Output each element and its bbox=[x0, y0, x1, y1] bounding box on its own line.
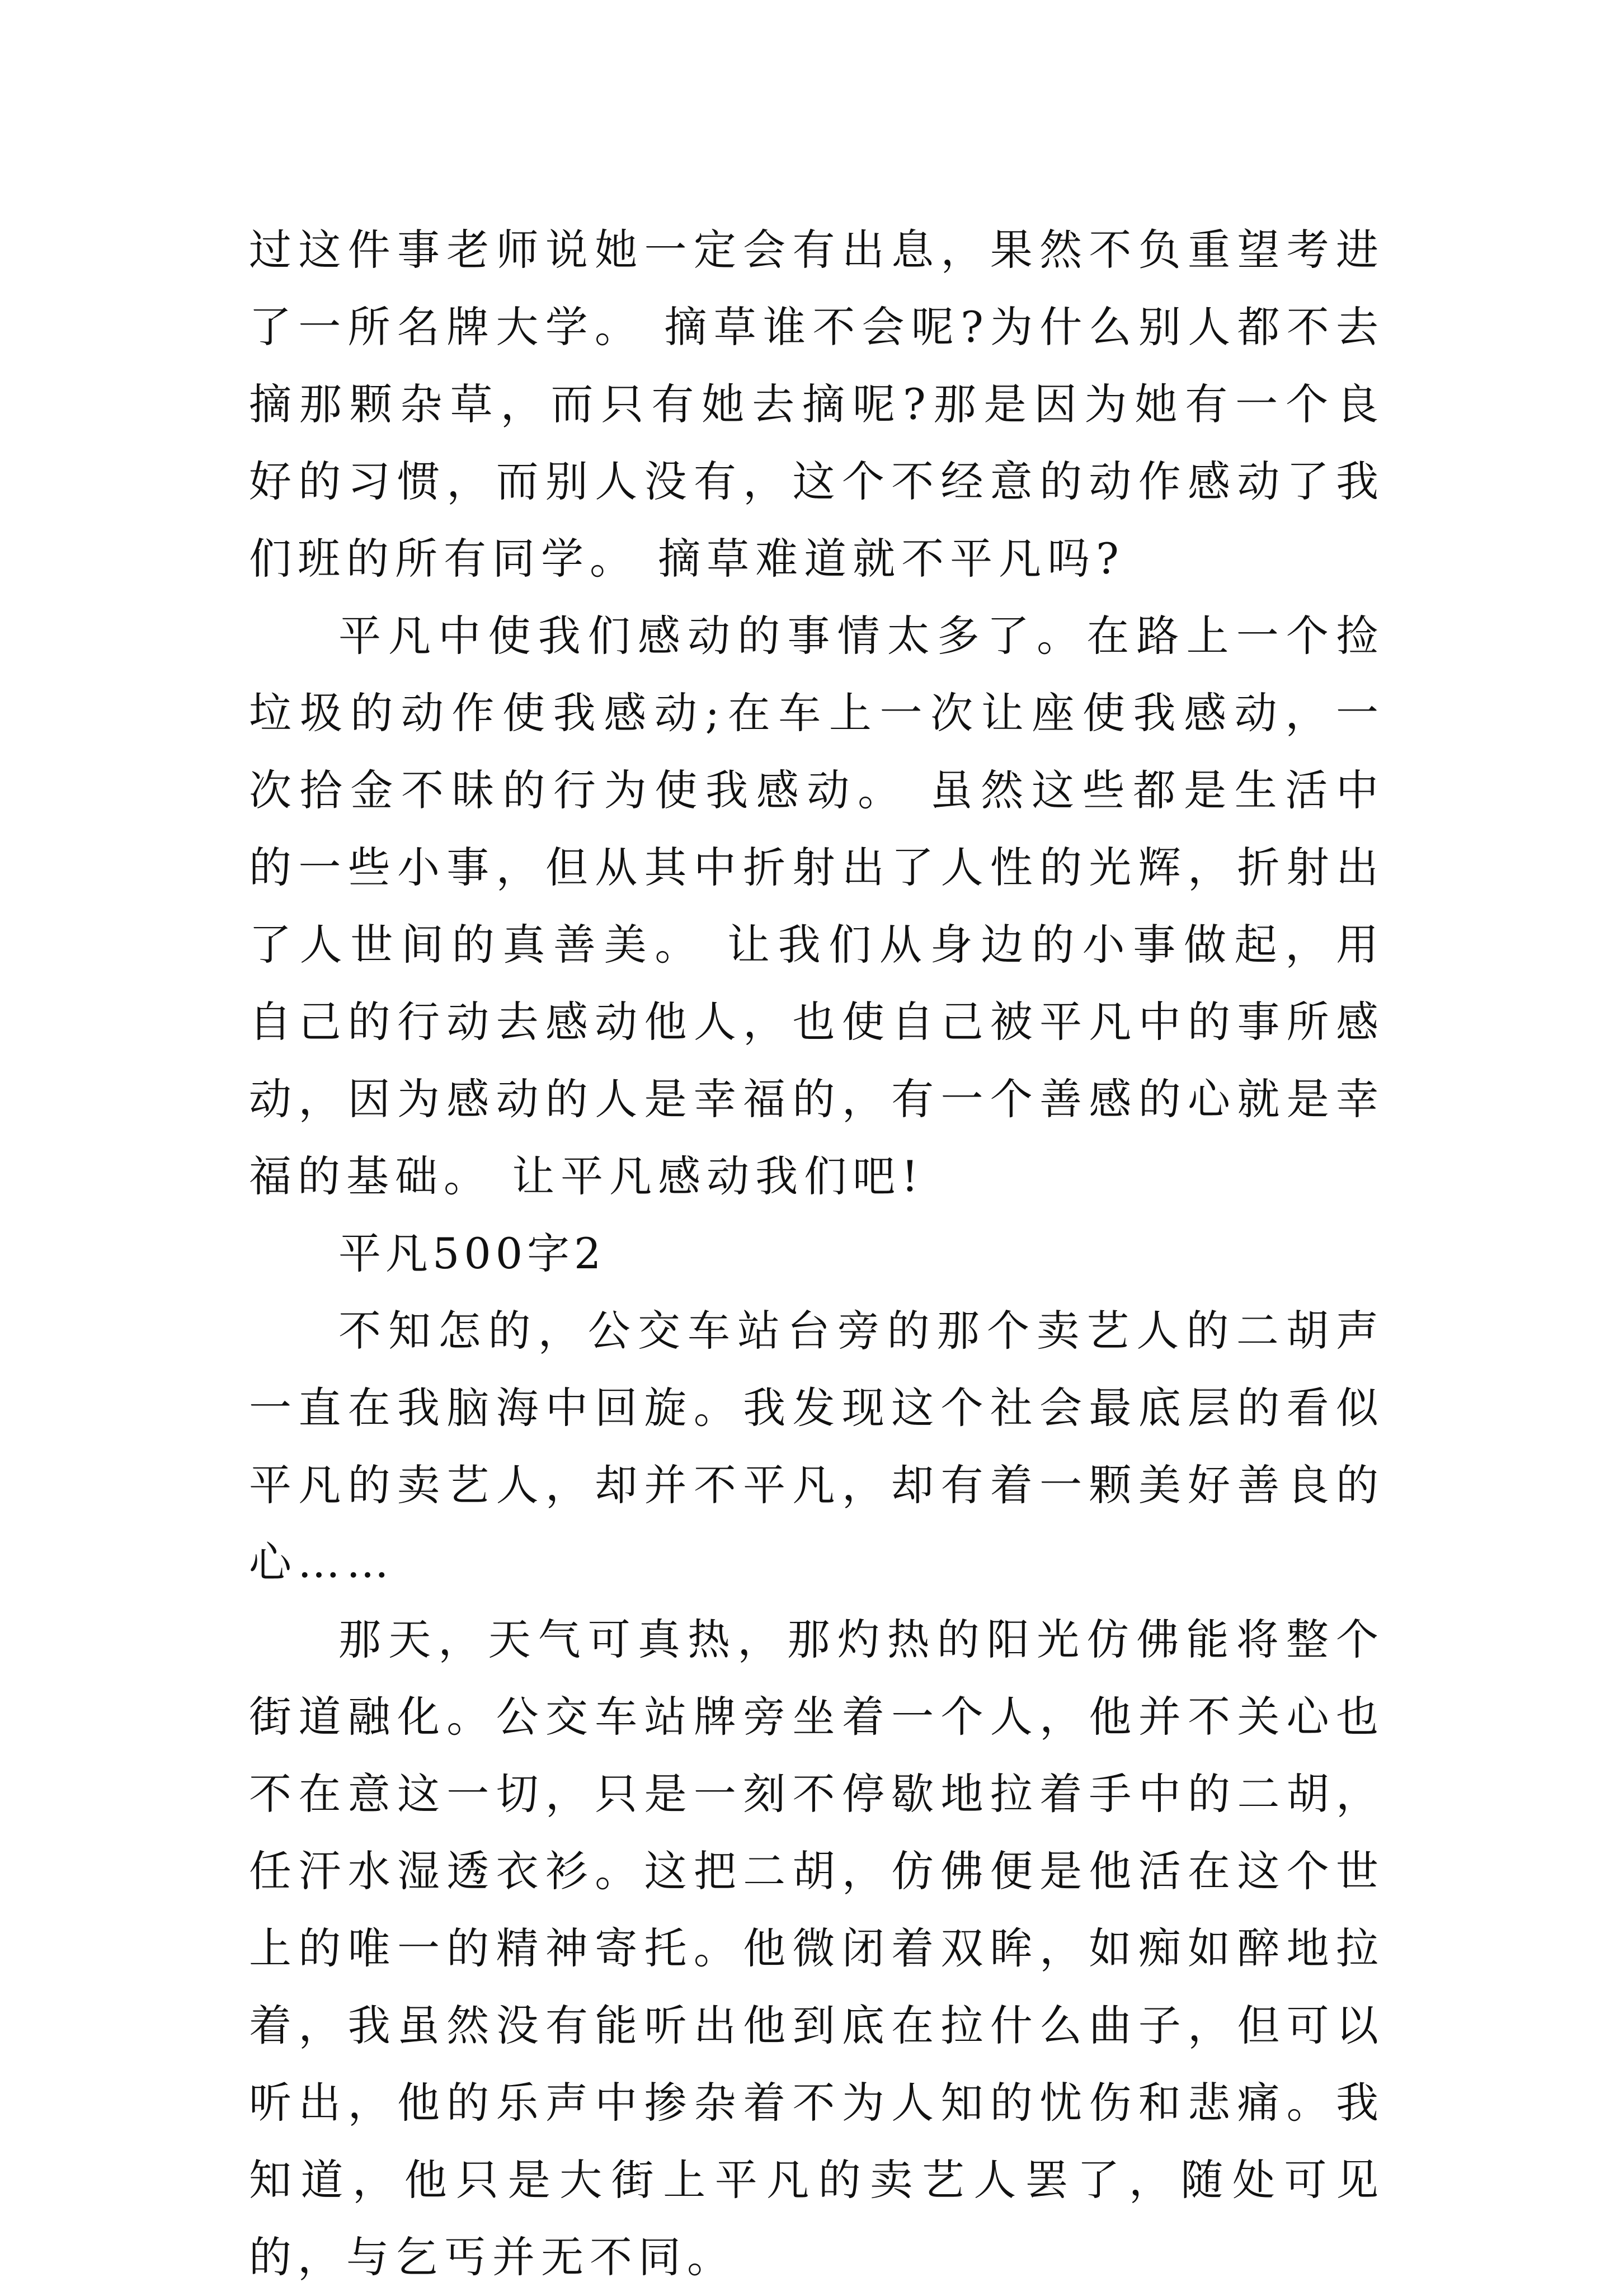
paragraph-4: 那天，天气可真热，那灼热的阳光仿佛能将整个街道融化。公交车站牌旁坐着一个人，他并不关心也不在意这一切，只是一刻不停歇地拉着手中的二胡，任汗水湿透衣衫。这把二胡，仿佛便是他活在这个世上的唯一的精神寄托。他微闭着双眸，如痴如醉地拉着，我虽然没有能听出他到底在拉什么曲子，但可以听出，他的乐声中掺杂着不为人知的忧伤和悲痛。我知道，他只是大街上平凡的卖艺人罢了，随处可见的，与乞丐并无不同。 bbox=[249, 1615, 1385, 2282]
paragraph-1: 过这件事老师说她一定会有出息，果然不负重望考进了一所名牌大学。 摘草谁不会呢?为什么别人都不去摘那颗杂草，而只有她去摘呢?那是因为她有一个良好的习惯，而别人没有，这个不经意的动作感动了我们班的所有同学。 摘草难道就不平凡吗? bbox=[249, 225, 1385, 584]
section-heading: 平凡500字2 bbox=[338, 1229, 606, 1278]
document-body bbox=[249, 211, 1385, 2296]
paragraph-2: 平凡中使我们感动的事情太多了。在路上一个捡垃圾的动作使我感动;在车上一次让座使我感动，一次拾金不昧的行为使我感动。 虽然这些都是生活中的一些小事，但从其中折射出了人性的光辉，折射出了人世间的真善美。 让我们从身边的小事做起，用自己的行动去感动他人，也使自己被平凡中的事所感动，因为感动的人是幸福的，有一个善感的心就是幸福的基础。 让平凡感动我们吧! bbox=[249, 611, 1385, 1201]
paragraph-3: 不知怎的，公交车站台旁的那个卖艺人的二胡声一直在我脑海中回旋。我发现这个社会最底层的看似平凡的卖艺人，却并不平凡，却有着一颗美好善良的心…… bbox=[249, 1306, 1385, 1587]
